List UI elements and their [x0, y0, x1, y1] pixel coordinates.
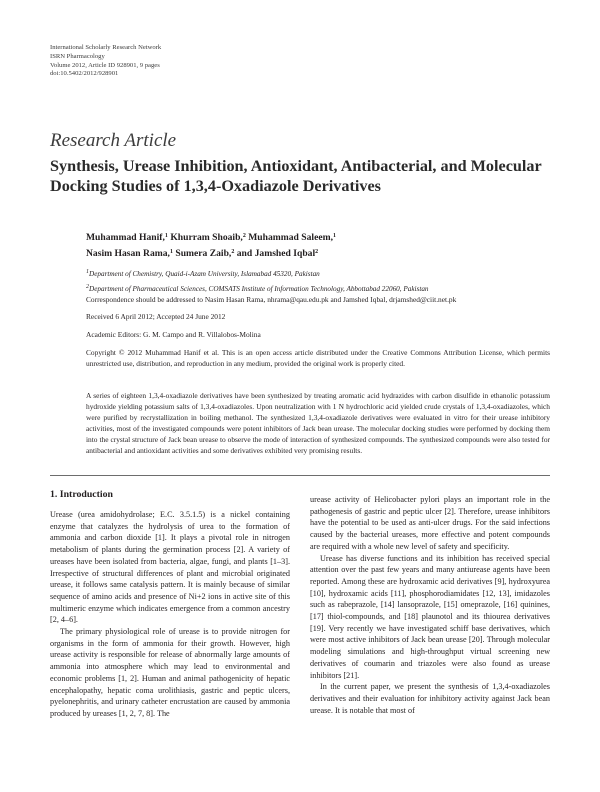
- section-heading: 1. Introduction: [50, 489, 113, 500]
- author: and Jamshed Iqbal: [236, 248, 316, 259]
- abstract: [86, 390, 550, 456]
- author-affiliation-mark: 2: [315, 249, 319, 255]
- journal-header: [50, 44, 161, 79]
- affiliations: [86, 266, 550, 296]
- author: Muhammad Hanif,: [86, 232, 165, 243]
- author-affiliation-mark: 1: [332, 233, 336, 239]
- academic-editors: Academic Editors: G. M. Campo and R. Villalobos-Molina: [86, 330, 261, 339]
- left-column: [50, 509, 290, 720]
- author-affiliation-mark: 1: [164, 233, 168, 239]
- paragraph: urease activity of Helicobacter pylori plays an important role in the pathogenesis of gastric and peptic ulcer [2]. Therefore, urease inhibitors have the potential to be used as anti-ulcer drugs. For the said infections caused by the bacterial ureases, more effective and potent compounds are required with a whole new level of safety and specificity.: [310, 495, 550, 551]
- author: Muhammad Saleem,: [248, 232, 333, 243]
- author-affiliation-mark: 2: [242, 233, 246, 239]
- paragraph: The primary physiological role of urease is to provide nitrogen for organisms in the form of ammonia for their growth. However, high urease activity is responsible for release of abnormally large amounts of ammonia into atmosphere which may lead to environmental and economic problems [1, 2]. Human and animal pathogenicity of hepatic encephalopathy, hepatic coma urolithiasis, gastric and peptic ulcers, pyelonephritis, and urinary catheter encrustation are caused by ammonia produced by ureases [1, 2, 7, 8]. The: [50, 627, 290, 718]
- volume-info: Volume 2012, Article ID 928901, 9 pages: [50, 61, 160, 69]
- author-affiliation-mark: 1: [169, 249, 173, 255]
- doi: doi:10.5402/2012/928901: [50, 70, 119, 78]
- author: Sumera Zaib,: [175, 248, 232, 259]
- paragraph: In the current paper, we present the synthesis of 1,3,4-oxadiazoles derivatives and their evaluation for inhibitory activity against Jack bean urease. It is notable that most of: [310, 682, 550, 715]
- article-title: Synthesis, Urease Inhibition, Antioxidant, Antibacterial, and Molecular Docking Studies of 1,3,4-Oxadiazole Derivatives: [50, 157, 542, 195]
- abstract-text: A series of eighteen 1,3,4-oxadiazole derivatives have been synthesized by treating aromatic acid hydrazides with carbon disulfide in ethanolic potassium hydroxide yielding potassium salts of 1,3,4-oxadiazoles. Upon neutralization with 1 N hydrochloric acid yielded crude crystals of 1,3,4-oxadiazoles, which were purified by recrystallization in boiling methanol. The synthesized 1,3,4-oxadiazole derivatives were evaluated in vitro for their urease inhibitory activities, most of the investigated compounds were potent inhibitors of Jack bean urease. The molecular docking studies were performed by docking them into the crystal structure of Jack bean urease to observe the mode of interaction of synthesized compounds. The synthesized compounds were also tested for antibacterial and antioxidant activities and some derivatives exhibited very promising results.: [86, 391, 552, 455]
- author: Khurram Shoaib,: [170, 232, 243, 243]
- author-affiliation-mark: 2: [231, 249, 235, 255]
- journal-name: ISRN Pharmacology: [50, 52, 105, 60]
- section-divider: [50, 475, 550, 476]
- right-column: [310, 494, 550, 716]
- paragraph: Urease (urea amidohydrolase; E.C. 3.5.1.5) is a nickel containing enzyme that catalyzes the hydrolysis of urea to the formation of ammonia and carbon dioxide [1]. It plays a pivotal role in nitrogen metabolism of plants during the germination process [2]. A variety of ureases have been isolated from bacteria, algae, fungi, and plants [1–3]. Irrespective of structural differences of plant and microbial originated urease, it follows same catalysis pattern. It is mainly because of similar sequence of amino acids and presence of Ni+2 ions in active site of this multimeric enzyme which indicates emergence from a common ancestry [2, 4–6].: [50, 510, 290, 625]
- correspondence: Correspondence should be addressed to Nasim Hasan Rama, nhrama@qau.edu.pk and Jamshed Iqbal, drjamshed@ciit.net.pk: [86, 295, 457, 304]
- received-dates: Received 6 April 2012; Accepted 24 June 2012: [86, 312, 226, 321]
- article-type: Research Article: [50, 130, 177, 151]
- affiliation-number: 2: [86, 284, 89, 290]
- affiliation-number: 1: [86, 269, 89, 275]
- paragraph: Urease has diverse functions and its inhibition has received special attention over the past few years and many antiurease agents have been reported. Among these are hydroxamic acid derivatives [9], hydroxyurea [10], hydroxamic acids [11], phosphorodiamidates [12, 13], imidazoles such as rabeprazole, [14] lansoprazole, [15] omeprazole, [16] quinines, [17] thiol-compounds, and [18] plaunotol and its thiourea derivatives [19]. Very recently we have investigated schiff base derivatives, which were most active inhibitors of Jack bean urease [20]. Through molecular modeling simulations and high-throughput virtual screening new derivatives of coumarin and triazoles were also found as urease inhibitors [21].: [310, 553, 550, 680]
- network-name: International Scholarly Research Network: [50, 44, 162, 51]
- author: Nasim Hasan Rama,: [86, 248, 170, 259]
- affiliation-text: Department of Chemistry, Quaid-i-Azam University, Islamabad 45320, Pakistan: [89, 270, 320, 278]
- author-list: [86, 229, 550, 261]
- affiliation: [86, 266, 550, 281]
- affiliation-text: Department of Pharmaceutical Sciences, COMSATS Institute of Information Technology, Abbottabad 22060, Pakistan: [89, 285, 429, 293]
- copyright-notice: Copyright © 2012 Muhammad Hanif et al. This is an open access article distributed under the Creative Commons Attribution License, which permits unrestricted use, distribution, and reproduction in any medium, provided the original work is properly cited.: [86, 348, 550, 368]
